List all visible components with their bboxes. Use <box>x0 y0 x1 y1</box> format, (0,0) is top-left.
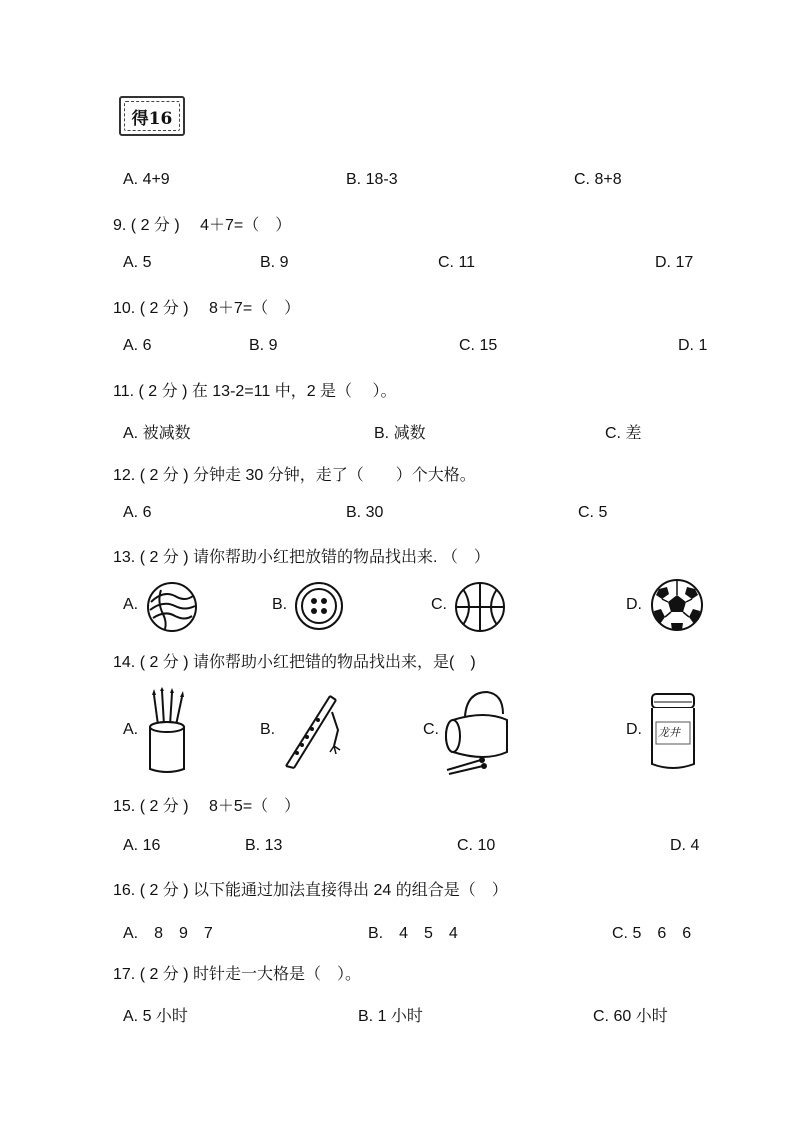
q14-option-c[interactable]: C. <box>423 721 439 738</box>
q14-option-d[interactable]: D. <box>626 721 642 738</box>
score-box <box>119 96 185 136</box>
question-stem: 16. ( 2 分 ) 以下能通过加法直接得出 24 的组合是（ ） <box>113 882 508 899</box>
q15-option-d[interactable]: D. 4 <box>670 837 700 854</box>
q17-option-c[interactable]: C. 60 小时 <box>593 1008 668 1025</box>
q15-option-b[interactable]: B. 13 <box>245 837 283 854</box>
score-label: 得16 <box>131 108 173 129</box>
question-11 <box>0 378 793 402</box>
q11-options-row <box>0 420 793 444</box>
q9-options-row <box>0 254 793 278</box>
q12-option-b[interactable]: B. 30 <box>346 504 384 521</box>
q16-option-b[interactable]: B. 4 5 4 <box>368 925 458 942</box>
q16-option-a[interactable]: A. 8 9 7 <box>123 925 213 942</box>
q12-option-a[interactable]: A. 6 <box>123 504 152 521</box>
question-stem: 10. ( 2 分 ) 8＋7=（ ） <box>113 300 301 317</box>
question-stem: 17. ( 2 分 ) 时针走一大格是（ ）。 <box>113 966 362 983</box>
question-9 <box>0 212 793 236</box>
question-stem: 9. ( 2 分 ) 4＋7=（ ） <box>113 217 292 234</box>
q10-option-b[interactable]: B. 9 <box>249 337 278 354</box>
question-stem: 11. ( 2 分 ) 在 13-2=11 中，2 是（ ）。 <box>113 383 397 400</box>
q12-options-row <box>0 504 793 528</box>
q13-option-c[interactable]: C. <box>431 596 447 613</box>
q8-option-a[interactable]: A. 4+9 <box>123 171 170 188</box>
question-stem: 13. ( 2 分 ) 请你帮助小红把放错的物品找出来. （ ） <box>113 549 490 566</box>
tea-jar-icon[interactable] <box>648 692 698 772</box>
q12-option-c[interactable]: C. 5 <box>578 504 608 521</box>
q9-option-a[interactable]: A. 5 <box>123 254 152 271</box>
q17-option-b[interactable]: B. 1 小时 <box>358 1008 423 1025</box>
q15-option-a[interactable]: A. 16 <box>123 837 161 854</box>
q11-option-a[interactable]: A. 被减数 <box>123 425 191 442</box>
q10-option-c[interactable]: C. 15 <box>459 337 498 354</box>
q11-option-c[interactable]: C. 差 <box>605 425 642 442</box>
q9-option-d[interactable]: D. 17 <box>655 254 694 271</box>
q13-option-d[interactable]: D. <box>626 596 642 613</box>
q11-option-b[interactable]: B. 减数 <box>374 425 426 442</box>
q16-option-c[interactable]: C. 5 6 6 <box>612 925 692 942</box>
q14-option-a[interactable]: A. <box>123 721 139 738</box>
q17-option-a[interactable]: A. 5 小时 <box>123 1008 188 1025</box>
volleyball-icon[interactable] <box>145 580 199 634</box>
q15-option-c[interactable]: C. 10 <box>457 837 496 854</box>
question-10 <box>0 295 793 319</box>
q9-option-c[interactable]: C. 11 <box>438 254 476 271</box>
q8-option-b[interactable]: B. 18-3 <box>346 171 398 188</box>
q10-options-row <box>0 337 793 361</box>
drum-icon[interactable] <box>441 686 515 778</box>
q17-options-row <box>0 1003 793 1027</box>
q8-options-row <box>0 171 793 195</box>
question-13 <box>0 544 793 568</box>
question-14 <box>0 649 793 673</box>
soccer-ball-icon[interactable] <box>649 577 705 633</box>
q9-option-b[interactable]: B. 9 <box>260 254 289 271</box>
pencil-holder-icon[interactable] <box>144 687 192 775</box>
question-stem: 14. ( 2 分 ) 请你帮助小红把错的物品找出来，是( ) <box>113 654 476 671</box>
question-stem: 12. ( 2 分 ) 分钟走 30 分钟，走了（ ）个大格。 <box>113 467 476 484</box>
q13-option-a[interactable]: A. <box>123 596 139 613</box>
q13-option-b[interactable]: B. <box>272 596 288 613</box>
q10-option-d[interactable]: D. 1 <box>678 337 708 354</box>
basketball-icon[interactable] <box>453 580 507 634</box>
question-12 <box>0 462 793 486</box>
question-16 <box>0 877 793 901</box>
question-17 <box>0 961 793 985</box>
flute-icon[interactable] <box>280 690 344 770</box>
q15-options-row <box>0 837 793 861</box>
q16-options-row <box>0 920 793 944</box>
q14-option-b[interactable]: B. <box>260 721 276 738</box>
q10-option-a[interactable]: A. 6 <box>123 337 152 354</box>
q8-option-c[interactable]: C. 8+8 <box>574 171 622 188</box>
question-stem: 15. ( 2 分 ) 8＋5=（ ） <box>113 798 301 815</box>
button-icon[interactable] <box>293 580 345 632</box>
tea-jar-label: 龙井 <box>658 726 680 739</box>
question-15 <box>0 793 793 817</box>
